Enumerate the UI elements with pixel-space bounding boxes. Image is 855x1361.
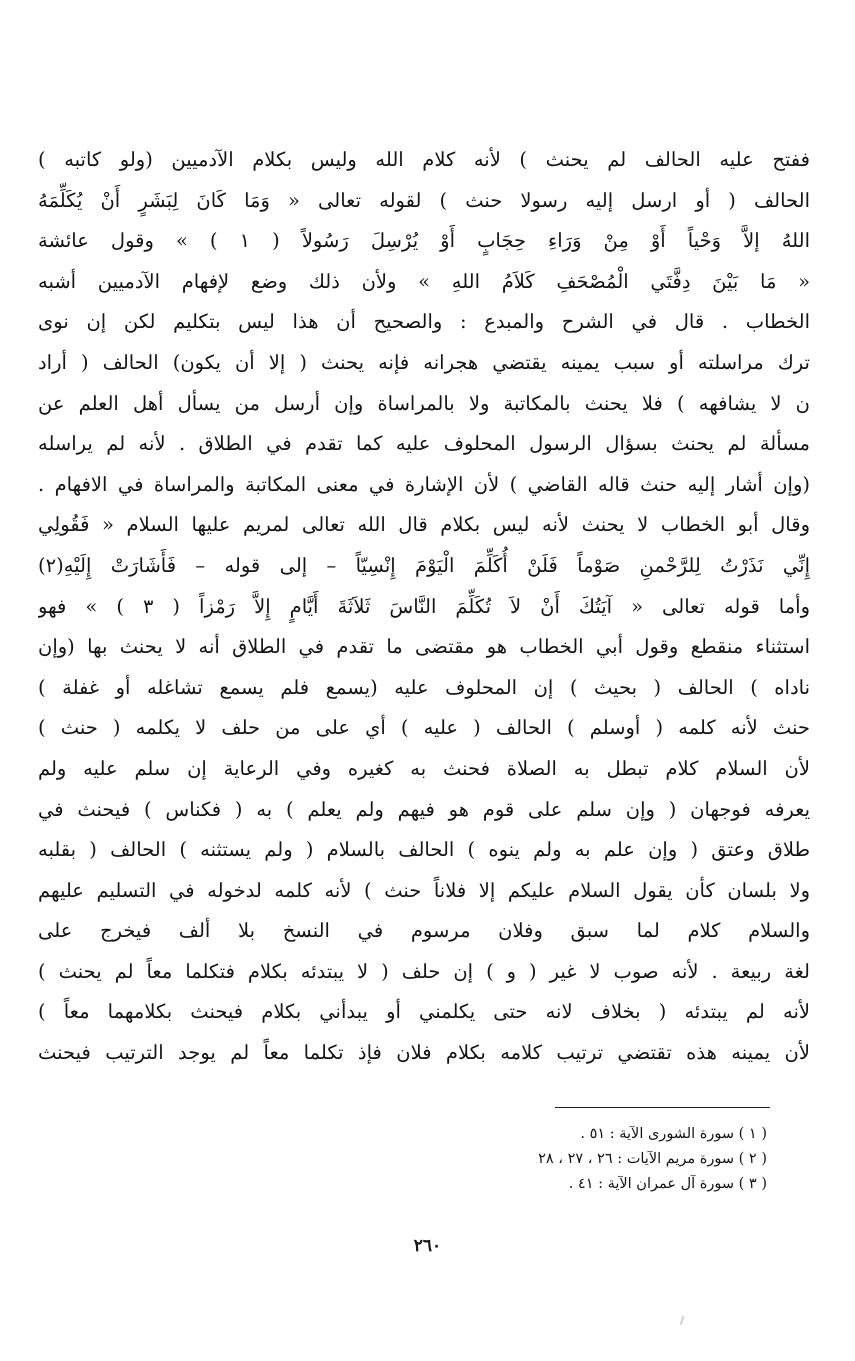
text-line: الخطاب . قال في الشرح والمبدع : والصحيح أن هذا ليس بتكليم لكن إن نوى — [38, 310, 810, 334]
text-line: إِنِّي نَذَرْتُ لِلرَّحْمنِ صَوْماً فَلَنْ أُكَلِّمَ الْيَوْمَ إِنْسِيّاً – إلى قوله – فَأَشَارَتْ إِلَيْهِ(٢) — [38, 553, 810, 577]
text-line: ن لا يشافهه ) فلا يحنث بالمكاتبة ولا بالمراساة وإن أرسل من يسأل أهل العلم عن — [38, 391, 810, 415]
text-line: استثناء منقطع وقول أبي الخطاب هو مقتضى ما تقدم في الطلاق أنه لا يحنث بها (وإن — [38, 635, 810, 659]
text-line: يعرفه فوجهان ( وإن سلم على قوم هو فيهم ولم يعلم ) به ( فكناس ) فيحنث في — [38, 797, 810, 821]
main-text-block — [38, 140, 810, 1074]
text-line: والسلام كلام لما سبق وفلان مرسوم في النسخ بلا ألف فيخرج على — [38, 919, 810, 943]
text-line: ترك مراسلته أو سبب يمينه يقتضي هجرانه فإنه يحنث ( إلا أن يكون) الحالف ( أراد — [38, 350, 810, 374]
footnote-separator — [555, 1107, 770, 1108]
text-line: لأن السلام كلام تبطل به الصلاة فحنث به كغيره وفي الرعاية إن سلم عليه ولم — [38, 756, 810, 780]
text-line: طلاق وعتق ( وإن علم به ولم ينوه ) الحالف بالسلام ( ولم يستثنه ) الحالف ( بقلبه — [38, 838, 810, 862]
text-line: وقال أبو الخطاب لا يحنث لأنه ليس بكلام قال الله تعالى لمريم عليها السلام « فَقُولِي — [38, 513, 810, 537]
footnote: ( ٢ ) سورة مريم الآيات : ٢٦ ، ٢٧ ، ٢٨ — [538, 1151, 767, 1167]
footnotes — [538, 1122, 767, 1197]
text-line: لغة ربيعة . لأنه صوب لا غير ( و ) إن حلف ( لا يبتدئه بكلام فتكلما معاً لم يحنث ) — [38, 959, 810, 983]
footnote: ( ١ ) سورة الشورى الآية : ٥١ . — [580, 1126, 767, 1142]
text-line: اللهُ إلاَّ وَحْياً أَوْ مِنْ وَرَاءِ حِجَابٍ أَوْ يُرْسِلَ رَسُولاً ( ١ ) » وقول عائشة — [38, 229, 810, 253]
text-line: ولا بلسان كأن يقول السلام عليكم إلا فلاناً حنث ) لأنه كلمه لدخوله في التسليم عليهم — [38, 878, 810, 902]
text-line: ففتح عليه الحالف لم يحنث ) لأنه كلام الله وليس بكلام الآدميين (ولو كاتبه ) — [38, 148, 810, 171]
page-number: ٢٦٠ — [413, 1236, 442, 1256]
text-line: وأما قوله تعالى « آيَتُكَ أَنْ لاَ تُكَلِّمَ النَّاسَ ثَلاَثَةَ أَيَّامٍ إِلاَّ رَمْزاً ( ٣ ) » فهو — [38, 594, 810, 618]
text-line: حنث لأنه كلمه ( أوسلم ) الحالف ( عليه ) أي على من حلف لا يكلمه ( حنث ) — [38, 716, 810, 740]
text-line: لأن يمينه هذه تقتضي ترتيب كلامه بكلام فلان فإذ تكلما معاً لم يوجد الترتيب فيحنث — [38, 1041, 810, 1065]
footnote: ( ٣ ) سورة آل عمران الآية : ٤١ . — [568, 1176, 767, 1192]
text-line: الحالف ( أو ارسل إليه رسولا حنث ) لقوله تعالى « وَمَا كَانَ لِبَشَرٍ أَنْ يُكَلِّمَهُ — [38, 188, 810, 212]
text-line: « مَا بَيْنَ دِفَّتَي الْمُصْحَفِ كَلاَمُ اللهِ » ولأن ذلك وضع لإفهام الآدميين أشبه — [38, 269, 810, 293]
text-line: مسألة لم يحنث بسؤال الرسول المحلوف عليه كما تقدم في الطلاق . لأنه لم يراسله — [38, 432, 810, 456]
text-line: لأنه لم يبتدئه ( بخلاف لانه حتى يكلمني أو يبدأني بكلام فيحنث بكلامهما معاً ) — [38, 1000, 810, 1024]
text-line: ناداه ) الحالف ( بحيث ) إن المحلوف عليه (يسمع فلم يسمع تشاغله أو غفلة ) — [38, 675, 810, 699]
text-line: (وإن أشار إليه حنث قاله القاضي ) لأن الإشارة في معنى المكاتبة والمراساة في الافهام . — [38, 472, 810, 496]
paper-speck — [680, 1316, 685, 1325]
